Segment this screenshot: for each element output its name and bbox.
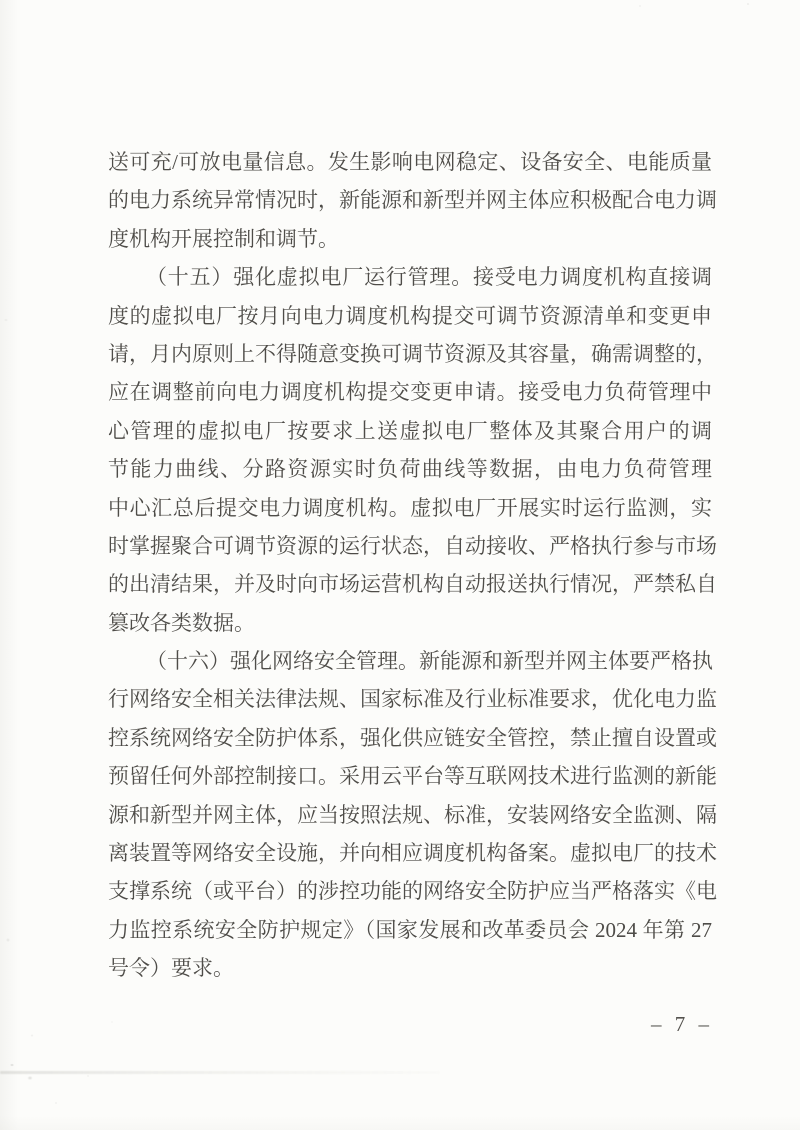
text-line: 的出清结果，并及时向市场运营机构自动报送执行情况，严禁私自	[108, 572, 717, 597]
scan-noise-artifact	[0, 995, 160, 1130]
paragraph-15	[108, 258, 717, 642]
text-line: 度的虚拟电厂按月向电力调度机构提交可调节资源清单和变更申	[108, 303, 712, 328]
text-line: 中心汇总后提交电力调度机构。虚拟电厂开展实时运行监测，实	[108, 495, 712, 520]
text-line: 的电力系统异常情况时，新能源和新型并网主体应积极配合电力调	[108, 188, 717, 213]
paragraph-continuation	[108, 143, 717, 258]
text-line: 度机构开展控制和调节。	[108, 226, 339, 251]
text-line: 时掌握聚合可调节资源的运行状态，自动接收、严格执行参与市场	[108, 533, 717, 558]
text-line: 控系统网络安全防护体系，强化供应链安全管控，禁止擅自设置或	[108, 725, 717, 750]
page-number: – 7 –	[651, 1012, 713, 1036]
text-line: （十五）强化虚拟电厂运行管理。接受电力调度机构直接调	[146, 265, 712, 290]
text-line: 号令）要求。	[108, 956, 234, 981]
text-line: 力监控系统安全防护规定》（国家发展和改革委员会 2024 年第 27	[108, 917, 712, 942]
document-body-text	[108, 143, 717, 988]
text-line: 节能力曲线、分路资源实时负荷曲线等数据，由电力负荷管理	[108, 457, 712, 482]
text-line: 行网络安全相关法律法规、国家标准及行业标准要求，优化电力监	[108, 687, 717, 712]
text-line: 篡改各类数据。	[108, 610, 255, 635]
text-line: 支撑系统（或平台）的涉控功能的网络安全防护应当严格落实《电	[108, 879, 717, 904]
text-line: 预留任何外部控制接口。采用云平台等互联网技术进行监测的新能	[108, 764, 717, 789]
text-line: 心管理的虚拟电厂按要求上送虚拟电厂整体及其聚合用户的调	[108, 418, 712, 443]
text-line: 离装置等网络安全设施，并向相应调度机构备案。虚拟电厂的技术	[108, 841, 717, 866]
text-line: （十六）强化网络安全管理。新能源和新型并网主体要严格执	[146, 649, 713, 674]
text-line: 源和新型并网主体，应当按照法规、标准，安装网络安全监测、隔	[108, 802, 717, 827]
text-line: 应在调整前向电力调度机构提交变更申请。接受电力负荷管理中	[108, 380, 712, 405]
text-line: 送可充/可放电量信息。发生影响电网稳定、设备安全、电能质量	[108, 150, 712, 174]
text-line: 请，月内原则上不得随意变换可调节资源及其容量，确需调整的，	[108, 341, 717, 366]
paragraph-16	[108, 642, 717, 988]
